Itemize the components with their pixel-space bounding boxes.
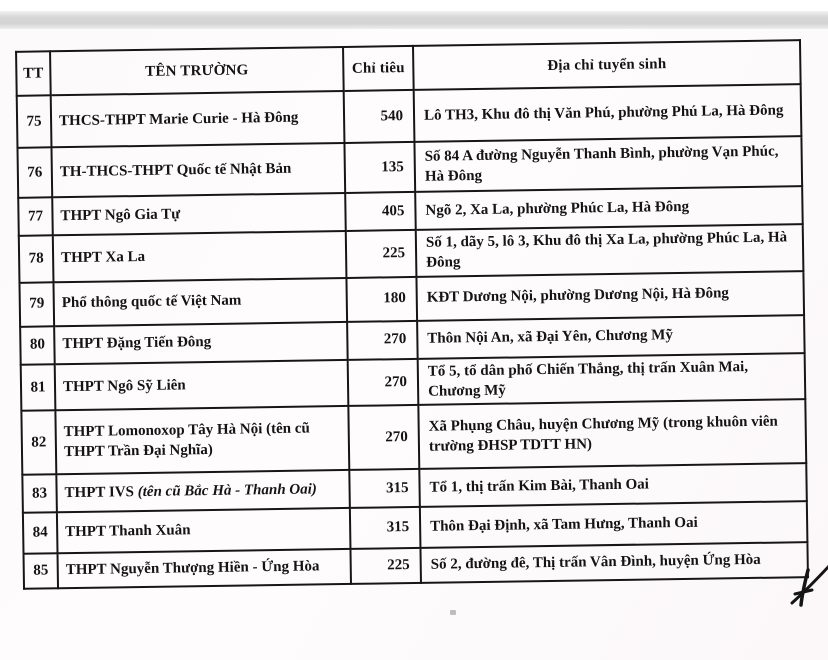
cell-admission-address: Số 84 A đường Nguyễn Thanh Bình, phường Vạn Phúc, Hà Đông [414,136,802,192]
cell-quota: 270 [348,405,419,470]
cell-school-name: THPT IVS (tên cũ Bắc Hà - Thanh Oai) [56,470,350,512]
cell-school-name: Phổ thông quốc tế Việt Nam [53,277,347,325]
cell-school-name: THPT Ngô Gia Tự [52,193,346,235]
handwritten-pen-mark [786,552,828,608]
cell-school-name: THPT Ngô Sỹ Liên [55,359,349,410]
cell-admission-address: Ngõ 2, Xa La, phường Phúc La, Hà Đông [415,186,803,230]
scan-edge-band [0,11,828,29]
cell-admission-address: Lô TH3, Khu đô thị Văn Phú, phường Phú La, Hà Đông [414,84,802,142]
cell-row-number: 77 [18,197,53,236]
cell-row-number: 85 [24,553,59,589]
cell-quota: 315 [349,469,420,508]
cell-row-number: 78 [19,235,54,282]
cell-school-name: THPT Đặng Tiến Đông [54,321,348,363]
cell-quota: 540 [344,90,415,143]
cell-quota: 270 [347,320,418,359]
cell-quota: 135 [344,142,415,193]
header-chi-tieu: Chỉ tiêu [343,46,414,91]
cell-row-number: 76 [17,147,52,197]
cell-row-number: 75 [17,95,52,147]
cell-school-name: THPT Xa La [53,231,347,282]
cell-row-number: 83 [22,474,57,513]
admission-quota-table [15,39,809,590]
cell-quota: 225 [350,548,421,584]
cell-row-number: 79 [19,282,54,326]
cell-row-number: 80 [20,326,55,365]
cell-quota: 225 [346,230,417,278]
header-ten-truong: TÊN TRƯỜNG [50,47,344,95]
cell-quota: 405 [345,192,416,231]
table-row [21,399,806,475]
cell-school-name: THPT Thanh Xuân [57,508,351,553]
cell-row-number: 81 [21,364,56,411]
table-body [17,84,808,589]
cell-quota: 180 [346,276,417,321]
cell-admission-address: Thôn Nội An, xã Đại Yên, Chương Mỹ [417,315,805,359]
cell-row-number: 84 [23,512,58,553]
cell-school-name: THPT Lomonoxop Tây Hà Nội (tên cũ THPT Trần Đại Nghĩa) [55,406,349,474]
cell-admission-address: Số 1, dãy 5, lô 3, Khu đô thị Xa La, phường Phúc La, Hà Đông [416,224,804,276]
cell-school-name: TH-THCS-THPT Quốc tế Nhật Bản [51,143,345,197]
header-dia-chi: Địa chỉ tuyển sinh [413,40,801,90]
cell-row-number: 82 [21,410,56,474]
cell-admission-address: Thôn Đại Định, xã Tam Hưng, Thanh Oai [420,501,808,548]
cell-admission-address: Tổ 5, tổ dân phố Chiến Thắng, thị trấn Xuân Mai, Chương Mỹ [418,353,806,405]
cell-admission-address: Xã Phụng Châu, huyện Chương Mỹ (trong khuôn viên trường ĐHSP TDTT HN) [418,399,806,469]
cell-admission-address: KĐT Dương Nội, phường Dương Nội, Hà Đông [416,271,804,321]
cell-admission-address: Số 2, đường đê, Thị trấn Vân Đình, huyện Ứng Hòa [420,542,807,583]
header-tt: TT [16,51,51,95]
cell-school-name: THCS-THPT Marie Curie - Hà Đông [51,91,345,147]
cell-admission-address: Tổ 1, thị trấn Kim Bài, Thanh Oai [419,463,807,507]
cell-school-name: THPT Nguyễn Thượng Hiền - Ứng Hòa [58,549,351,588]
cell-quota: 270 [348,358,419,406]
cell-quota: 315 [350,507,421,549]
scan-speck [450,610,456,615]
admission-table-container [15,39,807,590]
